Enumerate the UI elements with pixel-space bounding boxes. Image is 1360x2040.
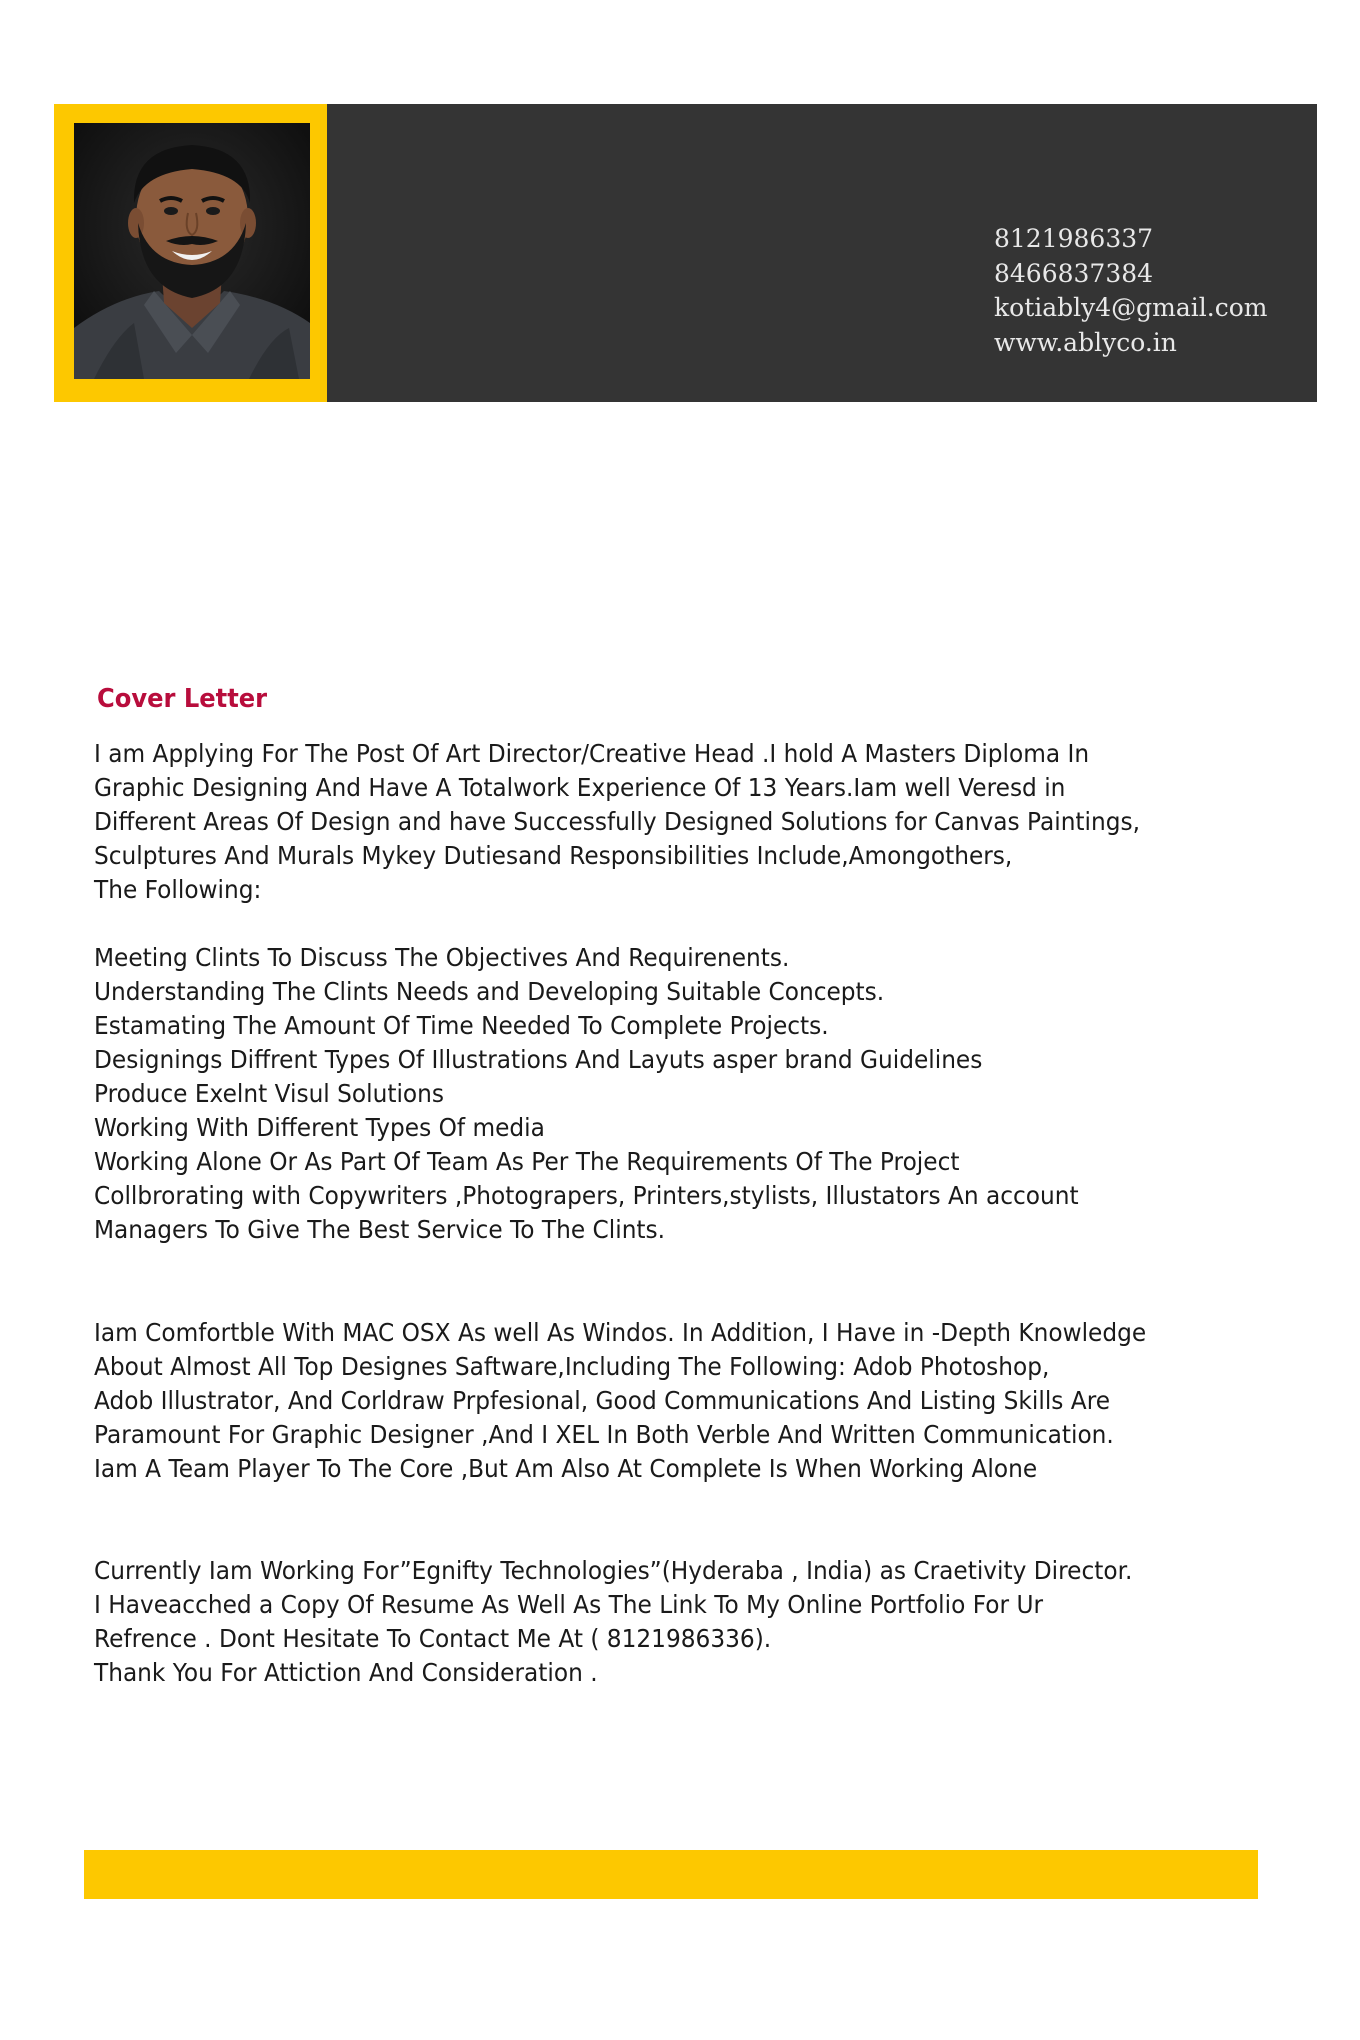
footer-bar [84,1850,1258,1899]
duty-item: Working Alone Or As Part Of Team As Per The Requirements Of The Project [94,1147,960,1176]
intro-paragraph [94,737,1334,907]
duties-list [94,941,1334,1247]
duty-item: Collbrorating with Copywriters ,Photograpers, Printers,stylists, Illustators An account [94,1181,1079,1210]
duty-item: Meeting Clints To Discuss The Objectives And Requirenents. [94,943,790,972]
contact-block [994,222,1268,360]
skills-line: About Almost All Top Designes Saftware,Including The Following: Adob Photoshop, [94,1352,1050,1381]
duty-item: Managers To Give The Best Service To The Clints. [94,1215,666,1244]
intro-line: The Following: [94,875,262,904]
profile-photo [74,123,310,379]
cover-letter-title: Cover Letter [97,684,268,714]
closing-line: Thank You For Attiction And Consideration . [94,1658,598,1687]
phone-number-secondary: 8466837384 [994,258,1154,288]
intro-line: Graphic Designing And Have A Totalwork Experience Of 13 Years.Iam well Veresd in [94,773,1066,802]
profile-photo-illustration [74,123,310,379]
duty-item: Understanding The Clints Needs and Developing Suitable Concepts. [94,977,885,1006]
skills-line: Adob Illustrator, And Corldraw Prpfesional, Good Communications And Listing Skills Are [94,1386,1111,1415]
skills-line: Iam A Team Player To The Core ,But Am Also At Complete Is When Working Alone [94,1454,1038,1483]
profile-photo-frame [54,104,327,402]
skills-line: Paramount For Graphic Designer ,And I XEL In Both Verble And Written Communication. [94,1420,1114,1449]
closing-paragraph [94,1554,1334,1690]
duty-item: Estamating The Amount Of Time Needed To Complete Projects. [94,1011,829,1040]
phone-number-primary: 8121986337 [994,224,1154,253]
duty-item: Working With Different Types Of media [94,1113,545,1142]
duty-item: Produce Exelnt Visul Solutions [94,1079,444,1108]
skills-line: Iam Comfortble With MAC OSX As well As Windos. In Addition, I Have in -Depth Knowledge [94,1318,1147,1347]
duty-item: Designings Diffrent Types Of Illustrations And Layuts asper brand Guidelines [94,1045,983,1074]
intro-line: Different Areas Of Design and have Successfully Designed Solutions for Canvas Paintings, [94,807,1141,836]
intro-line: I am Applying For The Post Of Art Director/Creative Head .I hold A Masters Diploma In [94,739,1090,768]
email-address: kotiably4@gmail.com [994,293,1268,322]
closing-line: Currently Iam Working For”Egnifty Technologies”(Hyderaba , India) as Craetivity Director. [94,1556,1133,1585]
closing-line: Refrence . Dont Hesitate To Contact Me At ( 8121986336). [94,1624,772,1653]
closing-line: I Haveacched a Copy Of Resume As Well As The Link To My Online Portfolio For Ur [94,1590,1044,1619]
website-url: www.ablyco.in [994,327,1177,357]
skills-paragraph [94,1316,1334,1486]
intro-line: Sculptures And Murals Mykey Dutiesand Responsibilities Include,Amongothers, [94,841,1013,870]
